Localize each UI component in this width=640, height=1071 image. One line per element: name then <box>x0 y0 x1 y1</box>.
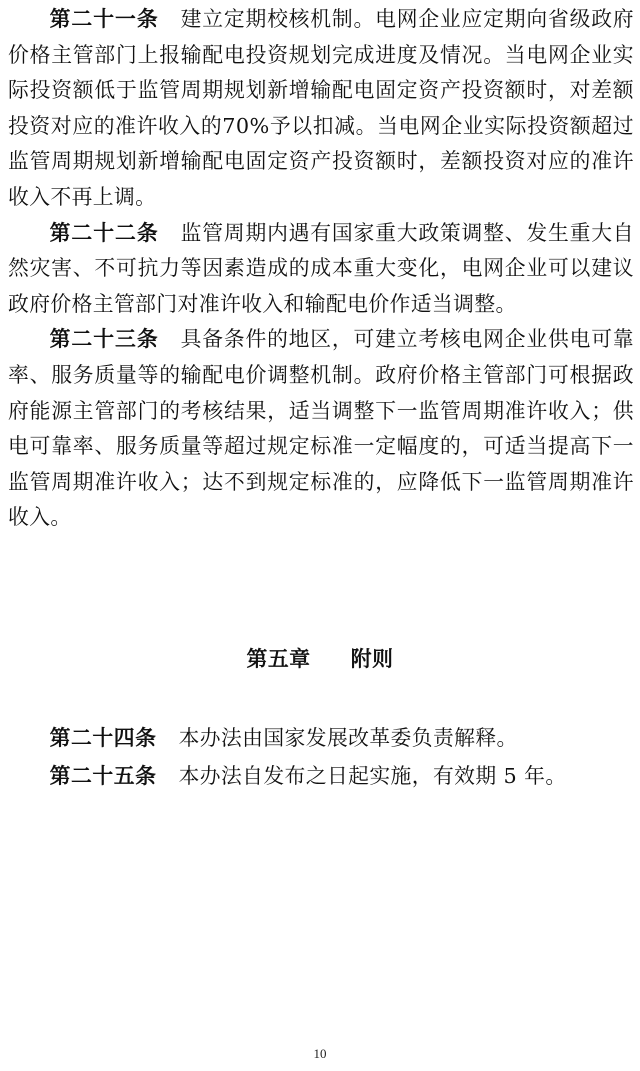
article-label: 第二十一条 <box>49 7 159 31</box>
article-23 <box>8 322 634 536</box>
article-24 <box>8 719 634 757</box>
article-text: 本办法自发布之日起实施，有效期 5 年。 <box>178 764 567 788</box>
chapter-heading <box>0 643 640 675</box>
chapter-five-body <box>8 719 634 795</box>
page-number: 10 <box>313 1046 327 1061</box>
article-label: 第二十五条 <box>49 764 157 788</box>
article-label: 第二十四条 <box>49 726 157 750</box>
article-21 <box>8 2 634 216</box>
article-22 <box>8 216 634 323</box>
article-text: 监管周期内遇有国家重大政策调整、发生重大自然灾害、不可抗力等因素造成的成本重大变化，电网企业可以建议政府价格主管部门对准许收入和输配电价作适当调整。 <box>8 220 634 316</box>
chapter-number: 第五章 <box>246 647 311 671</box>
article-text: 建立定期校核机制。电网企业应定期向省级政府价格主管部门上报输配电投资规划完成进度及情况。当电网企业实际投资额低于监管周期规划新增输配电固定资产投资额时，对差额投资对应的准许收入的70%予以扣减。当电网企业实际投资额超过监管周期规划新增输配电固定资产投资额时，差额投资对应的准许收入不再上调。 <box>8 7 634 209</box>
article-text: 本办法由国家发展改革委负责解释。 <box>178 726 518 750</box>
article-text: 具备条件的地区，可建立考核电网企业供电可靠率、服务质量等的输配电价调整机制。政府价格主管部门可根据政府能源主管部门的考核结果，适当调整下一监管周期准许收入；供电可靠率、服务质量等超过规定标准一定幅度的，可适当提高下一监管周期准许收入；达不到规定标准的，应降低下一监管周期准许收入。 <box>8 327 634 530</box>
chapter-title: 附则 <box>350 647 394 671</box>
chapter-four-tail <box>8 2 634 536</box>
article-label: 第二十三条 <box>49 327 159 352</box>
article-25 <box>8 757 634 795</box>
article-label: 第二十二条 <box>49 220 159 245</box>
